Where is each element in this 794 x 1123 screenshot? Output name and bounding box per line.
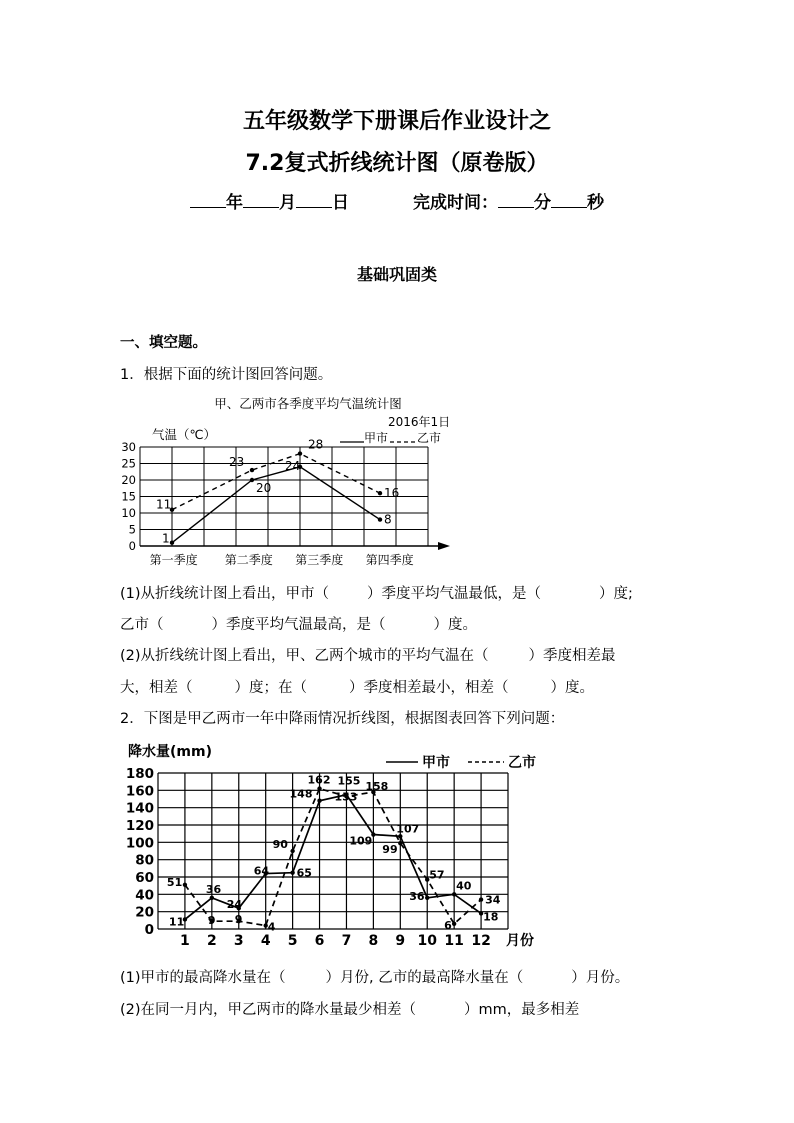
chart2-data-point xyxy=(425,896,429,900)
chart2-x-tick-label: 9 xyxy=(395,933,406,949)
q1-sub1-text-f: ）度。 xyxy=(433,617,477,633)
chart2-data-label: 24 xyxy=(226,898,243,912)
part1-heading: 一、填空题。 xyxy=(120,335,207,351)
chart1-y-tick-label: 30 xyxy=(121,440,136,454)
chart2-data-point xyxy=(479,897,483,901)
chart2-x-tick-label: 3 xyxy=(233,933,244,949)
chart2-x-tick-label: 10 xyxy=(417,933,437,949)
chart2-x-tick-label: 5 xyxy=(287,933,298,949)
chart2-data-point xyxy=(317,799,321,803)
chart1-data-point xyxy=(170,541,174,545)
temperature-chart xyxy=(118,390,458,575)
chart2-data-label: 9 xyxy=(234,913,243,927)
q1-sub2-text-c: 大，相差（ xyxy=(120,680,193,696)
time-label: 完成时间： xyxy=(413,193,498,213)
chart2-data-label: 99 xyxy=(382,843,398,857)
chart2-y-tick-label: 120 xyxy=(125,818,154,834)
chart2-y-tick-label: 180 xyxy=(125,766,154,782)
chart2-x-tick-label: 6 xyxy=(314,933,325,949)
chart1-data-point xyxy=(378,491,382,495)
chart1-y-tick-label: 15 xyxy=(121,489,136,504)
chart2-data-label: 162 xyxy=(307,773,331,787)
q1-sub1-text-b: ）季度平均气温最低，是（ xyxy=(367,586,542,602)
chart1-ylabel: 气温（℃） xyxy=(152,427,217,442)
chart1-data-label: 11 xyxy=(156,497,172,512)
chart1-y-ticks xyxy=(121,440,136,553)
q1-sub1-text-d: 乙市（ xyxy=(120,617,164,633)
q2-stem: 2．下图是甲乙两市一年中降雨情况折线图，根据图表回答下列问题： xyxy=(120,711,565,727)
q1-sub2-text-a: (2)从折线统计图上看出，甲、乙两个城市的平均气温在（ xyxy=(120,648,489,664)
q1-sub2-text-e: ）季度相差最小，相差（ xyxy=(349,680,509,696)
chart2-y-tick-label: 40 xyxy=(135,887,154,904)
chart1-data-point xyxy=(250,478,254,482)
q1-sub1-text-e: ）季度平均气温最高，是（ xyxy=(211,617,386,633)
q1-sub2-text-d: ）度；在（ xyxy=(234,680,307,696)
chart2-legend xyxy=(386,754,536,771)
day-blank[interactable] xyxy=(296,191,332,208)
chart1-data-label: 23 xyxy=(229,455,245,470)
chart2-data-label: 155 xyxy=(337,774,361,788)
chart1-data-point xyxy=(250,468,254,472)
chart1-x-axis-arrow xyxy=(438,542,450,550)
chart2-data-label: 90 xyxy=(272,838,288,851)
q2-sub2 xyxy=(120,998,579,1019)
chart2-x-tick-label: 4 xyxy=(260,933,271,949)
chart1-x-ticks xyxy=(150,552,414,567)
q1-sub2-line1 xyxy=(120,644,616,665)
section-title: 基础巩固类 xyxy=(356,265,437,284)
year-blank[interactable] xyxy=(190,191,226,208)
q1-sub2-text-f: ）度。 xyxy=(550,680,594,696)
chart2-data-label: 36 xyxy=(409,889,425,903)
chart2-y-tick-label: 0 xyxy=(144,922,154,938)
chart2-data-label: 51 xyxy=(166,875,183,889)
second-label: 秒 xyxy=(587,193,604,213)
chart1-series-jia-line xyxy=(172,467,380,543)
chart2-data-label: 11 xyxy=(168,915,185,929)
chart2-data-point xyxy=(290,870,294,874)
day-label: 日 xyxy=(332,193,349,213)
chart2-x-tick-label: 8 xyxy=(368,933,379,949)
q2-sub2-text-a: (2)在同一月内，甲乙两市的降水量最少相差（ xyxy=(120,1002,417,1018)
chart1-series-yi-line xyxy=(172,454,380,510)
chart2-data-label: 65 xyxy=(296,866,312,880)
chart2-data-point xyxy=(183,883,187,887)
chart2-legend-label-jia: 甲市 xyxy=(422,755,450,771)
chart2-data-point xyxy=(452,892,456,896)
chart2-data-label: 34 xyxy=(485,893,501,907)
chart2-ylabel: 降水量(mm) xyxy=(128,744,212,760)
chart2-y-tick-label: 140 xyxy=(125,800,154,817)
minute-blank[interactable] xyxy=(498,191,534,208)
chart2-data-label: 64 xyxy=(253,864,270,878)
chart2-y-ticks xyxy=(126,766,154,938)
chart2-data-point xyxy=(398,841,402,845)
chart1-x-tick-label: 第二季度 xyxy=(224,553,273,567)
chart2-data-point xyxy=(290,849,294,853)
chart1-data-label: 24 xyxy=(285,458,301,473)
chart1-data-point xyxy=(378,517,382,521)
chart1-data-label: 28 xyxy=(308,437,324,452)
q2-sub1-text-a: (1)甲市的最高降水量在（ xyxy=(120,970,286,986)
chart1-data-point xyxy=(298,451,302,455)
minute-label: 分 xyxy=(534,193,551,213)
q1-stem: 1．根据下面的统计图回答问题。 xyxy=(120,367,333,383)
chart2-data-label: 109 xyxy=(349,834,373,848)
chart1-legend-label-jia: 甲市 xyxy=(364,431,389,445)
q1-sub1-text-a: (1)从折线统计图上看出，甲市（ xyxy=(120,586,330,602)
rainfall-chart xyxy=(118,738,558,953)
chart2-data-point xyxy=(210,896,214,900)
month-blank[interactable] xyxy=(243,191,279,208)
chart2-y-tick-label: 20 xyxy=(135,904,154,921)
chart2-xlabel: 月份 xyxy=(506,933,534,949)
q2-sub1-text-b: ）月份, 乙市的最高降水量在（ xyxy=(325,970,524,986)
chart2-x-ticks xyxy=(180,933,491,949)
month-label: 月 xyxy=(279,193,296,213)
q1-sub1-line1 xyxy=(120,582,633,603)
chart2-y-tick-label: 160 xyxy=(125,783,154,800)
q1-sub1-text-c: ）度; xyxy=(599,586,633,602)
chart2-grid xyxy=(158,773,508,929)
chart1-title: 甲、乙两市各季度平均气温统计图 xyxy=(214,396,402,411)
q1-sub1-line2 xyxy=(120,613,477,634)
chart1-data-label: 20 xyxy=(256,481,272,495)
chart2-x-tick-label: 12 xyxy=(471,933,491,949)
chart1-x-tick-label: 第四季度 xyxy=(365,553,414,567)
chart2-data-label: 57 xyxy=(429,868,445,882)
chart2-data-label: 40 xyxy=(456,879,472,893)
chart1-y-tick-label: 20 xyxy=(121,473,136,487)
chart1-legend-label-yi: 乙市 xyxy=(417,431,442,445)
q2-sub1-text-c: ）月份。 xyxy=(571,970,630,986)
chart2-data-label: 148 xyxy=(289,787,313,801)
chart2-x-tick-label: 2 xyxy=(206,933,217,949)
chart1-x-tick-label: 第一季度 xyxy=(149,553,198,567)
chart2-data-label: 36 xyxy=(205,882,222,896)
chart1-data-label: 16 xyxy=(384,486,400,501)
year-label: 年 xyxy=(226,193,243,213)
chart1-date: 2016年1日 xyxy=(388,415,451,429)
q1-sub2-line2 xyxy=(120,676,594,697)
title-line-1: 五年级数学下册课后作业设计之 xyxy=(242,109,551,134)
chart1-data-label: 8 xyxy=(384,512,392,527)
q2-sub1 xyxy=(120,966,629,987)
chart1-y-tick-label: 10 xyxy=(121,506,136,520)
title-line-2: 7.2复式折线统计图（原卷版） xyxy=(245,151,549,176)
chart2-x-tick-label: 1 xyxy=(180,933,190,949)
chart2-data-label: 4 xyxy=(267,920,276,934)
chart2-data-point xyxy=(317,786,321,790)
second-blank[interactable] xyxy=(551,191,587,208)
chart2-data-point xyxy=(452,922,456,926)
date-line xyxy=(0,188,794,213)
chart2-y-tick-label: 60 xyxy=(135,870,154,886)
q1-sub2-text-b: ）季度相差最 xyxy=(528,648,616,664)
chart2-data-label: 107 xyxy=(396,822,420,836)
chart2-data-label: 6 xyxy=(444,918,452,932)
chart2-x-tick-label: 7 xyxy=(341,933,352,949)
chart2-data-label: 18 xyxy=(483,910,499,924)
chart2-legend-label-yi: 乙市 xyxy=(508,755,536,771)
chart2-y-tick-label: 100 xyxy=(125,835,154,852)
chart2-data-label: 9 xyxy=(207,914,216,928)
chart1-x-tick-label: 第三季度 xyxy=(295,553,344,567)
chart1-data-label: 1 xyxy=(162,531,170,546)
chart1-legend xyxy=(340,431,441,445)
chart2-data-label: 158 xyxy=(365,780,389,794)
chart1-y-tick-label: 0 xyxy=(128,539,136,553)
chart2-series xyxy=(167,774,501,934)
chart2-y-tick-label: 80 xyxy=(135,852,154,869)
q2-sub2-text-b: ）mm，最多相差 xyxy=(464,1002,580,1018)
chart2-x-tick-label: 11 xyxy=(444,933,464,949)
chart1-y-tick-label: 25 xyxy=(121,456,136,471)
chart2-data-label: 153 xyxy=(334,790,358,804)
chart1-y-tick-label: 5 xyxy=(128,522,136,537)
